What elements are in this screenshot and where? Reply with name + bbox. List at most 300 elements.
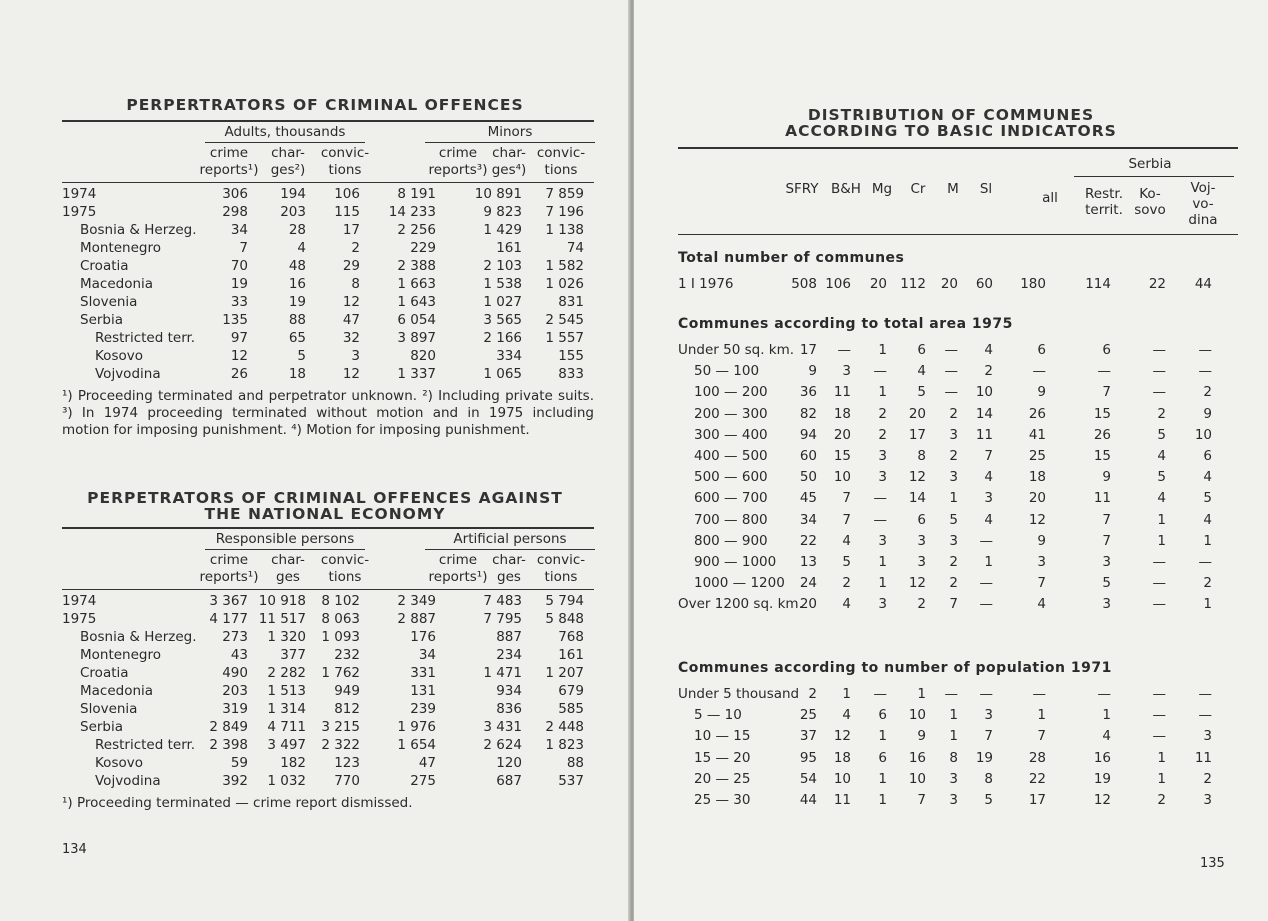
table1-row-label: Montenegro: [80, 240, 162, 256]
table2-cell: 8 063: [321, 611, 360, 627]
section-cell: —: [1198, 554, 1212, 570]
header-col-m: M: [947, 181, 959, 197]
section-cell: 4: [1203, 511, 1212, 528]
table2-cell: 203: [222, 683, 248, 699]
left-page: [0, 0, 630, 921]
table2-cell: 934: [496, 683, 522, 699]
section-row-label: 500 — 600: [694, 469, 768, 486]
table1-cell: 18: [288, 366, 306, 382]
table1-cell: 7 859: [545, 186, 584, 202]
table1-group-2: Minors: [487, 124, 533, 140]
section-cell: 2: [808, 686, 817, 702]
table2-cell: 2 322: [321, 737, 360, 753]
table1-cell: 65: [288, 330, 306, 346]
section-cell: —: [873, 511, 887, 528]
table1-row-label: Vojvodina: [95, 366, 161, 382]
table1-cell: 47: [342, 312, 360, 328]
table1-cell: 1 337: [397, 366, 436, 382]
section-cell: —: [837, 342, 851, 358]
table1-cell: 820: [410, 348, 436, 364]
table1-row-label: Bosnia & Herzeg.: [80, 222, 197, 238]
table2-footnote: ¹) Proceeding terminated — crime report dismissed.: [62, 795, 413, 811]
section-row-label: 900 — 1000: [694, 554, 777, 570]
section-cell: 1: [878, 770, 887, 787]
section-cell: 15: [1093, 405, 1111, 422]
section-cell: 44: [799, 792, 817, 808]
section-cell: 1: [878, 728, 887, 745]
table2-cell: 1 314: [267, 701, 306, 717]
table1-cell: 3: [351, 348, 360, 364]
section-cell: 3: [984, 707, 993, 724]
section-cell: 7: [1102, 384, 1111, 401]
section-cell: 13: [799, 554, 817, 570]
section-cell: —: [1152, 728, 1166, 745]
table1-col-head-1-b: ges²): [270, 162, 306, 178]
page-number-right: 135: [1200, 856, 1225, 871]
table2-cell: 176: [410, 629, 436, 645]
section-cell: 8: [917, 448, 926, 464]
table1-row-label: Restricted terr.: [95, 330, 196, 346]
table1-cell: 115: [334, 204, 360, 220]
section-cell: 25: [1028, 448, 1046, 464]
table2-cell: 239: [410, 701, 436, 717]
section-cell: 2: [878, 405, 887, 422]
header-col-mg: Mg: [871, 181, 893, 197]
table1-cell: 48: [288, 258, 306, 274]
section-cell: 4: [1157, 448, 1166, 464]
table2-cell: 11 517: [258, 611, 306, 627]
section-cell: 17: [908, 426, 926, 443]
table1-cell: 1 557: [545, 330, 584, 346]
section-cell: 10: [908, 770, 926, 787]
table2-cell: 34: [418, 647, 436, 663]
table2-col-head-2-b: tions: [328, 569, 362, 585]
section-cell: 1: [878, 575, 887, 592]
table1-cell: 28: [288, 222, 306, 238]
section-cell: 5: [1157, 469, 1166, 486]
table2-cell: 537: [558, 773, 584, 789]
table1-cell: 833: [558, 366, 584, 382]
section-cell: 7: [917, 792, 926, 808]
table1-cell: 2 256: [397, 222, 436, 238]
section-cell: 1: [984, 554, 993, 570]
table1-title: PERPERTRATORS OF CRIMINAL OFFENCES: [126, 96, 524, 114]
section-cell: 54: [799, 770, 817, 787]
section-cell: 11: [975, 426, 993, 443]
section-cell: 1: [1037, 707, 1046, 724]
table1-cell: 26: [230, 366, 248, 382]
table1-row-label: 1975: [62, 204, 97, 220]
section-cell: —: [873, 490, 887, 507]
section-cell: —: [944, 363, 958, 380]
section-cell: 12: [1093, 792, 1111, 808]
table1-cell: 4: [297, 240, 306, 256]
table2-row-label: 1975: [62, 611, 97, 627]
table2-cell: 2 398: [209, 737, 248, 753]
table1-cell: 33: [230, 294, 248, 310]
section-cell: 6: [878, 749, 887, 766]
table2-cell: 1 320: [267, 629, 306, 645]
section-row-label: 25 — 30: [694, 792, 751, 808]
table1-cell: 1 643: [397, 294, 436, 310]
table1-col-head-0-a: crime: [209, 145, 249, 161]
section-cell: —: [979, 532, 993, 549]
table1-col-head-1-a: char-: [271, 145, 305, 161]
table2-row-label: Bosnia & Herzeg.: [80, 629, 197, 645]
section-cell: 11: [1093, 490, 1111, 507]
header-all: all: [1042, 190, 1058, 206]
section-cell: 1: [1203, 596, 1212, 613]
table2-cell: 3 497: [267, 737, 306, 753]
section-cell: 10: [908, 707, 926, 724]
section-cell: 6: [917, 342, 926, 358]
section-cell: 4: [842, 596, 851, 613]
table2-title-line2: THE NATIONAL ECONOMY: [204, 505, 446, 523]
table2-cell: 392: [222, 773, 248, 789]
table1-col-head-2-b: tions: [328, 162, 362, 178]
section-cell: —: [873, 363, 887, 380]
table1-cell: 32: [342, 330, 360, 346]
header-restr-2: territ.: [1085, 202, 1123, 218]
table2-cell: 1 513: [267, 683, 306, 699]
table1-cell: 7 196: [545, 204, 584, 220]
section-cell: 50: [799, 469, 817, 486]
header-ko-2: sovo: [1134, 202, 1166, 218]
table2-cell: 7 795: [483, 611, 522, 627]
section-cell: 3: [1037, 554, 1046, 570]
section-cell: 4: [984, 469, 993, 486]
section-cell: 60: [799, 448, 817, 464]
table1-cell: 2: [351, 240, 360, 256]
table2-cell: 7 483: [483, 593, 522, 609]
section-row-label: 100 — 200: [694, 384, 768, 401]
table1-cell: 298: [222, 204, 248, 220]
table1-group-rule-1: [205, 142, 365, 143]
table2-cell: 949: [334, 683, 360, 699]
section-cell: 5: [842, 554, 851, 570]
section-cell: 2: [1157, 405, 1166, 422]
section-cell: 7: [1037, 575, 1046, 592]
table2-cell: 1 654: [397, 737, 436, 753]
section-cell: 2: [949, 575, 958, 592]
section-cell: 2: [1203, 770, 1212, 787]
section-cell: —: [1152, 384, 1166, 401]
table1-col-head-4-a: char-: [492, 145, 526, 161]
section-cell: 4: [842, 532, 851, 549]
section-cell: 4: [1157, 490, 1166, 507]
table2-cell: 232: [334, 647, 360, 663]
table2-col-head-4-b: ges: [497, 569, 521, 585]
section-cell: 17: [799, 342, 817, 358]
table1-cell: 12: [342, 366, 360, 382]
section-cell: —: [1198, 342, 1212, 358]
section-cell: 20: [1028, 490, 1046, 507]
section-cell: 44: [1194, 276, 1212, 292]
section-cell: 12: [1028, 511, 1046, 528]
table1-cell: 8: [351, 276, 360, 292]
table1-cell: 306: [222, 186, 248, 202]
section-cell: 3: [842, 363, 851, 380]
section-cell: 5: [1102, 575, 1111, 592]
section-cell: 1: [878, 792, 887, 808]
table1-footnote: ¹) Proceeding terminated and perpetrator unknown. ²) Including private suits. ³) In 1974 proceeding terminated without motion and in 1975 including motion for imposing punishment. ⁴) Motion for imposing punishment.: [62, 388, 594, 438]
section-cell: 18: [833, 405, 851, 422]
section-cell: —: [1152, 707, 1166, 724]
table1-cell: 6 054: [397, 312, 436, 328]
table1-cell: 334: [496, 348, 522, 364]
section-cell: 12: [908, 469, 926, 486]
table1-cell: 135: [222, 312, 248, 328]
table1-cell: 12: [342, 294, 360, 310]
section-cell: 6: [1203, 448, 1212, 464]
table1-top-rule: [62, 120, 594, 122]
section-cell: 5: [1157, 426, 1166, 443]
section-cell: 22: [1028, 770, 1046, 787]
section-cell: 6: [917, 511, 926, 528]
table2-cell: 2 849: [209, 719, 248, 735]
table1-cell: 1 538: [483, 276, 522, 292]
section-cell: 7: [842, 490, 851, 507]
section-cell: 9: [808, 363, 817, 380]
header-serbia-rule: [1074, 176, 1234, 177]
section-cell: 3: [949, 770, 958, 787]
section-cell: —: [1198, 707, 1212, 724]
section-cell: —: [1097, 363, 1111, 380]
table1-cell: 155: [558, 348, 584, 364]
section-title: Communes according to number of population 1971: [678, 660, 1112, 676]
table2-cell: 3 367: [209, 593, 248, 609]
section-row-label: 1000 — 1200: [694, 575, 785, 592]
section-cell: 8: [949, 749, 958, 766]
section-row-label: 200 — 300: [694, 405, 768, 422]
section-row-label: Under 5 thousand: [678, 686, 800, 702]
section-cell: 14: [908, 490, 926, 507]
table2-cell: 770: [334, 773, 360, 789]
section-cell: 1: [949, 490, 958, 507]
section-cell: —: [1152, 686, 1166, 702]
table1-cell: 1 027: [483, 294, 522, 310]
table1-row-label: Kosovo: [95, 348, 143, 364]
section-cell: 114: [1085, 276, 1111, 292]
section-cell: 9: [1037, 532, 1046, 549]
section-cell: 82: [799, 405, 817, 422]
section-cell: 25: [799, 707, 817, 724]
section-cell: 20: [940, 276, 958, 292]
section-cell: 180: [1020, 276, 1046, 292]
section-cell: 2: [949, 554, 958, 570]
section-row-label: 300 — 400: [694, 426, 768, 443]
section-cell: —: [1152, 554, 1166, 570]
table2-cell: 836: [496, 701, 522, 717]
table2-row-label: Montenegro: [80, 647, 162, 663]
section-cell: 5: [949, 511, 958, 528]
table2-col-head-5-b: tions: [544, 569, 578, 585]
table1-col-head-4-b: ges⁴): [491, 162, 527, 178]
section-cell: 24: [799, 575, 817, 592]
table1-cell: 2 545: [545, 312, 584, 328]
section-cell: —: [979, 575, 993, 592]
table2-cell: 161: [558, 647, 584, 663]
section-cell: 28: [1028, 749, 1046, 766]
table1-col-head-0-b: reports¹): [199, 162, 259, 178]
table1-cell: 7: [239, 240, 248, 256]
table1-cell: 203: [280, 204, 306, 220]
section-cell: 26: [1093, 426, 1111, 443]
table1-cell: 1 065: [483, 366, 522, 382]
section-cell: —: [1097, 686, 1111, 702]
section-cell: 20: [799, 596, 817, 613]
table1-cell: 97: [230, 330, 248, 346]
table2-cell: 234: [496, 647, 522, 663]
section-row-label: 600 — 700: [694, 490, 768, 507]
table1-cell: 831: [558, 294, 584, 310]
section-cell: 20: [908, 405, 926, 422]
section-cell: 4: [984, 342, 993, 358]
section-cell: 3: [949, 469, 958, 486]
section-row-label: 800 — 900: [694, 532, 768, 549]
section-cell: 4: [1102, 728, 1111, 745]
header-voj-1: Voj-: [1190, 180, 1216, 196]
section-cell: 3: [878, 596, 887, 613]
section-cell: 3: [1102, 554, 1111, 570]
table2-cell: 5 794: [545, 593, 584, 609]
table2-cell: 490: [222, 665, 248, 681]
table2-cell: 2 448: [545, 719, 584, 735]
section-cell: 1: [1102, 707, 1111, 724]
section-cell: 1: [1157, 749, 1166, 766]
section-cell: 9: [1037, 384, 1046, 401]
section-cell: 3: [949, 792, 958, 808]
table2-cell: 687: [496, 773, 522, 789]
table2-row-label: Serbia: [80, 719, 124, 735]
table2-col-head-2-a: convic-: [320, 552, 370, 568]
section-cell: 18: [833, 749, 851, 766]
section-cell: 2: [949, 405, 958, 422]
section-cell: 508: [791, 276, 817, 292]
table2-cell: 10 918: [258, 593, 306, 609]
table2-cell: 59: [230, 755, 248, 771]
table1-col-head-2-a: convic-: [320, 145, 370, 161]
section-cell: —: [979, 686, 993, 702]
section-cell: 9: [1102, 469, 1111, 486]
table1-cell: 1 138: [545, 222, 584, 238]
table2-cell: 1 976: [397, 719, 436, 735]
table1-row-label: Croatia: [80, 258, 129, 274]
table2-col-head-0-a: crime: [209, 552, 249, 568]
right-title-line1: DISTRIBUTION OF COMMUNES: [807, 106, 1095, 124]
section-cell: 19: [975, 749, 993, 766]
section-cell: —: [979, 596, 993, 613]
section-cell: 20: [833, 426, 851, 443]
section-cell: 15: [1093, 448, 1111, 464]
section-row-label: 50 — 100: [694, 363, 760, 380]
section-cell: 1: [1157, 511, 1166, 528]
section-cell: 2: [949, 448, 958, 464]
section-cell: 3: [878, 532, 887, 549]
section-row-label: 10 — 15: [694, 728, 751, 745]
right-top-rule: [678, 147, 1238, 149]
table1-cell: 34: [230, 222, 248, 238]
section-cell: 2: [984, 363, 993, 380]
table1-cell: 14 233: [388, 204, 436, 220]
table2-cell: 812: [334, 701, 360, 717]
section-cell: 94: [799, 426, 817, 443]
section-cell: 22: [799, 532, 817, 549]
table1-cell: 229: [410, 240, 436, 256]
table2-col-head-4-a: char-: [492, 552, 526, 568]
section-cell: 106: [825, 276, 851, 292]
section-cell: 3: [1102, 596, 1111, 613]
section-cell: 12: [908, 575, 926, 592]
section-row-label: 20 — 25: [694, 770, 751, 787]
table2-cell: 3 215: [321, 719, 360, 735]
table2-cell: 887: [496, 629, 522, 645]
section-cell: 2: [1203, 384, 1212, 401]
section-row-label: 1 I 1976: [678, 276, 734, 292]
section-cell: 6: [1037, 342, 1046, 358]
section-cell: 7: [842, 511, 851, 528]
section-cell: 2: [878, 426, 887, 443]
section-cell: 2: [842, 575, 851, 592]
table1-cell: 1 582: [545, 258, 584, 274]
section-cell: 3: [878, 448, 887, 464]
table2-group-1: Responsible persons: [215, 531, 355, 547]
section-cell: 3: [1203, 728, 1212, 745]
header-voj-3: dina: [1188, 212, 1218, 228]
section-cell: 11: [833, 792, 851, 808]
table2-group-rule-1: [205, 549, 365, 550]
section-row-label: 400 — 500: [694, 448, 768, 464]
section-cell: 3: [949, 426, 958, 443]
table1-cell: 70: [230, 258, 248, 274]
table2-title-line1: PERPETRATORS OF CRIMINAL OFFENCES AGAINST: [87, 489, 563, 507]
section-cell: 11: [833, 384, 851, 401]
section-cell: 3: [949, 532, 958, 549]
section-cell: 1: [949, 707, 958, 724]
table2-cell: 4 177: [209, 611, 248, 627]
table1-group-1: Adults, thousands: [224, 124, 346, 140]
section-cell: 20: [869, 276, 887, 292]
section-cell: 10: [833, 469, 851, 486]
table1-cell: 3 897: [397, 330, 436, 346]
section-cell: —: [1152, 342, 1166, 358]
table1-col-head-3-a: crime: [438, 145, 478, 161]
header-restr-1: Restr.: [1084, 186, 1123, 202]
table2-cell: 123: [334, 755, 360, 771]
table1-row-label: Macedonia: [80, 276, 154, 292]
table2-cell: 319: [222, 701, 248, 717]
table2-cell: 2 887: [397, 611, 436, 627]
table1-row-label: Slovenia: [80, 294, 138, 310]
section-cell: 95: [799, 749, 817, 766]
section-cell: 5: [1203, 490, 1212, 507]
table1-col-head-5-a: convic-: [536, 145, 586, 161]
section-cell: 16: [908, 749, 926, 766]
table2-row-label: Slovenia: [80, 701, 138, 717]
table1-cell: 8 191: [397, 186, 436, 202]
section-cell: 4: [1037, 596, 1046, 613]
section-cell: 1: [1157, 532, 1166, 549]
table1-cell: 74: [566, 240, 584, 256]
table2-cell: 1 093: [321, 629, 360, 645]
table1-cell: 161: [496, 240, 522, 256]
table1-cell: 106: [334, 186, 360, 202]
table1-cell: 1 026: [545, 276, 584, 292]
table1-cell: 88: [288, 312, 306, 328]
header-col-bh: B&H: [831, 181, 861, 197]
section-cell: —: [1198, 363, 1212, 380]
section-cell: 3: [917, 532, 926, 549]
